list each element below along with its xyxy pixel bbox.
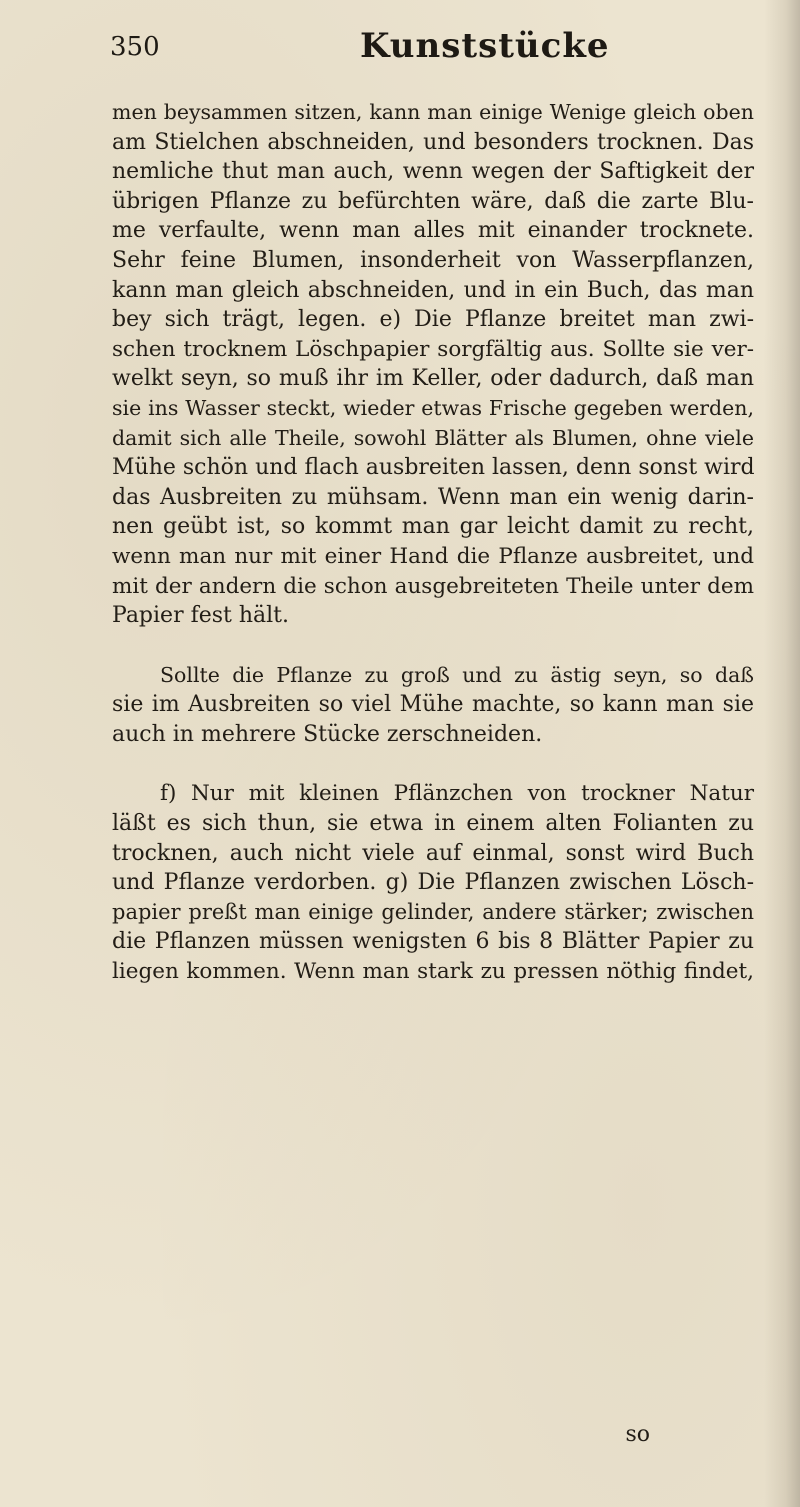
- page-header: [110, 22, 670, 72]
- text-line: kann man gleich abschneiden, und in ein Buch, das man: [112, 277, 754, 303]
- text-line: schen trocknem Löschpapier sorgfältig aus. Sollte sie ver-: [112, 336, 754, 362]
- page-number: 350: [110, 32, 160, 62]
- text-line: welkt seyn, so muß ihr im Keller, oder dadurch, daß man: [112, 366, 754, 392]
- text-line: und Pflanze verdorben. g) Die Pflanzen zwischen Lösch-: [112, 870, 754, 896]
- text-line: f) Nur mit kleinen Pflänzchen von trockner Natur: [160, 781, 754, 807]
- paragraph-1: [112, 98, 754, 631]
- paragraph-3: [112, 779, 754, 986]
- text-line: mit der andern die schon ausgebreiteten Theile unter dem: [112, 573, 754, 599]
- text-line: nemliche thut man auch, wenn wegen der Saftigkeit der: [112, 159, 754, 185]
- text-line: papier preßt man einige gelinder, andere stärker; zwischen: [112, 899, 754, 924]
- body-text: [112, 98, 754, 987]
- text-line: Papier fest hält.: [112, 603, 290, 629]
- text-line: Sehr feine Blumen, insonderheit von Wasserpflanzen,: [112, 247, 754, 273]
- text-line: men beysammen sitzen, kann man einige Wenige gleich oben: [112, 100, 754, 124]
- text-line: trocknen, auch nicht viele auf einmal, sonst wird Buch: [112, 840, 754, 866]
- paragraph-2: [112, 661, 754, 750]
- text-line: nen geübt ist, so kommt man gar leicht damit zu recht,: [112, 514, 754, 540]
- text-line: sie ins Wasser steckt, wieder etwas Frische gegeben werden,: [112, 395, 754, 420]
- text-line: damit sich alle Theile, sowohl Blätter als Blumen, ohne viele: [112, 425, 754, 450]
- text-line: auch in mehrere Stücke zerschneiden.: [112, 721, 543, 747]
- text-line: me verfaulte, wenn man alles mit einander trocknete.: [112, 218, 754, 244]
- text-line: übrigen Pflanze zu befürchten wäre, daß die zarte Blu-: [112, 188, 754, 214]
- text-line: Sollte die Pflanze zu groß und zu ästig seyn, so daß: [160, 662, 754, 687]
- text-line: am Stielchen abschneiden, und besonders trocknen. Das: [112, 129, 754, 155]
- text-line: sie im Ausbreiten so viel Mühe machte, so kann man sie: [112, 692, 754, 718]
- text-line: läßt es sich thun, sie etwa in einem alten Folianten zu: [112, 811, 754, 837]
- text-line: das Ausbreiten zu mühsam. Wenn man ein wenig darin-: [112, 484, 754, 510]
- text-line: Mühe schön und flach ausbreiten lassen, denn sonst wird: [112, 455, 755, 481]
- text-line: wenn man nur mit einer Hand die Pflanze ausbreitet, und: [112, 543, 754, 569]
- gutter-shadow: [764, 0, 800, 1507]
- text-line: die Pflanzen müssen wenigsten 6 bis 8 Blätter Papier zu: [112, 929, 754, 955]
- running-head: Kunststücke: [360, 26, 610, 66]
- text-line: liegen kommen. Wenn man stark zu pressen nöthig findet,: [112, 959, 754, 985]
- text-line: bey sich trägt, legen. e) Die Pflanze breitet man zwi-: [112, 307, 754, 333]
- catchword: so: [625, 1422, 650, 1447]
